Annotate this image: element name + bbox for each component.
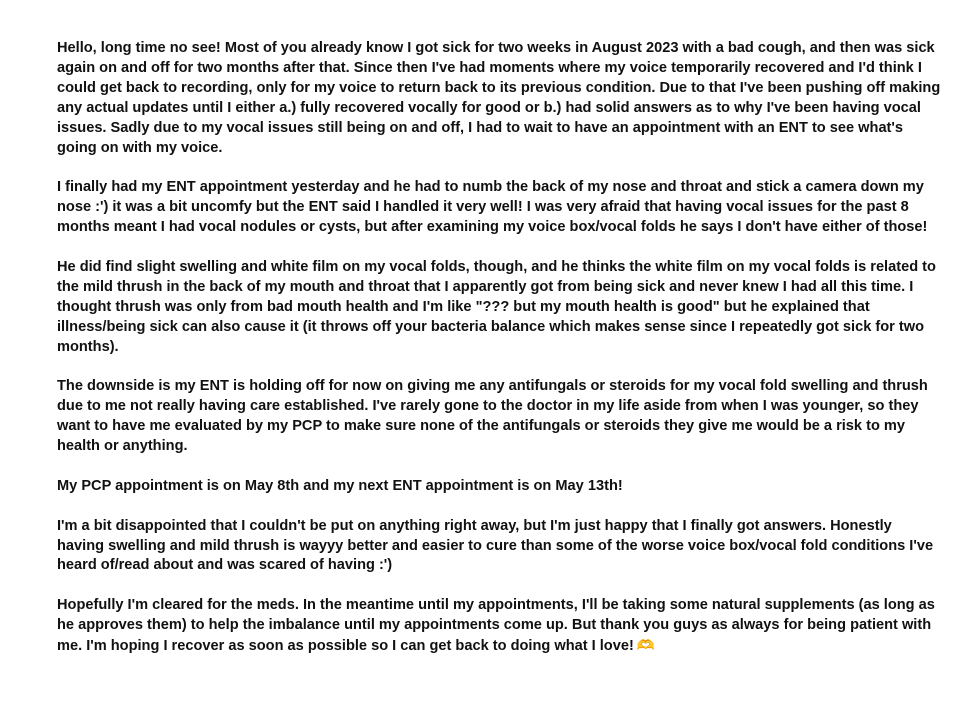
paragraph-closing [57, 596, 942, 657]
paragraph-closing-text: Hopefully I'm cleared for the meds. In the meantime until my appointments, I'll be taking some natural supplements (as long as he approves them) to help the imbalance until my appointments come up. But thank you guys as always for being patient with me. I'm hoping I recover as soon as possible so I can get back to doing what I love! [57, 597, 935, 655]
paragraph-appointment-dates: My PCP appointment is on May 8th and my next ENT appointment is on May 13th! [57, 477, 623, 494]
paragraph-diagnosis: He did find slight swelling and white film on my vocal folds, though, and he thinks the white film on my vocal folds is related to the mild thrush in the back of my mouth and throat that I apparently got from being sick and never knew I had all this time. I thought thrush was only from bad mouth health and I'm like "??? but my mouth health is good" but he explained that illness/being sick can also cause it (it throws off your bacteria balance which makes sense since I repeatedly got sick for two months). [57, 258, 936, 355]
document-body [57, 39, 942, 677]
paragraph-feelings: I'm a bit disappointed that I couldn't be put on anything right away, but I'm just happy that I finally got answers. Honestly having swelling and mild thrush is wayyy better and easier to cure than some of the worse voice box/vocal fold conditions I've heard of/read about and was scared of having :') [57, 517, 934, 574]
paragraph-ent-appointment: I finally had my ENT appointment yesterday and he had to numb the back of my nose and throat and stick a camera down my nose :') it was a bit uncomfy but the ENT said I handled it very well! I was very afraid that having vocal issues for the past 8 months meant I had vocal nodules or cysts, but after examining my voice box/vocal folds he says I don't have either of those! [57, 179, 928, 236]
paragraph-treatment-delay: The downside is my ENT is holding off for now on giving me any antifungals or steroids for my vocal fold swelling and thrush due to me not really having care established. I've rarely gone to the doctor in my life aside from when I was younger, so they want to have me evaluated by my PCP to make sure none of the antifungals or steroids they give me would be a risk to my health or anything. [57, 378, 928, 455]
heart-hands-icon: 🫶 [636, 637, 655, 655]
paragraph-intro: Hello, long time no see! Most of you already know I got sick for two weeks in August 2023 with a bad cough, and then was sick again on and off for two months after that. Since then I've had moments where my voice temporarily recovered and I'd think I could get back to recording, only for my voice to return back to its previous condition. Due to that I've been pushing off making any actual updates until I either a.) fully recovered vocally for good or b.) had solid answers as to why I've been having vocal issues. Sadly due to my vocal issues still being on and off, I had to wait to have an appointment with an ENT to see what's going on with my voice. [57, 40, 941, 156]
